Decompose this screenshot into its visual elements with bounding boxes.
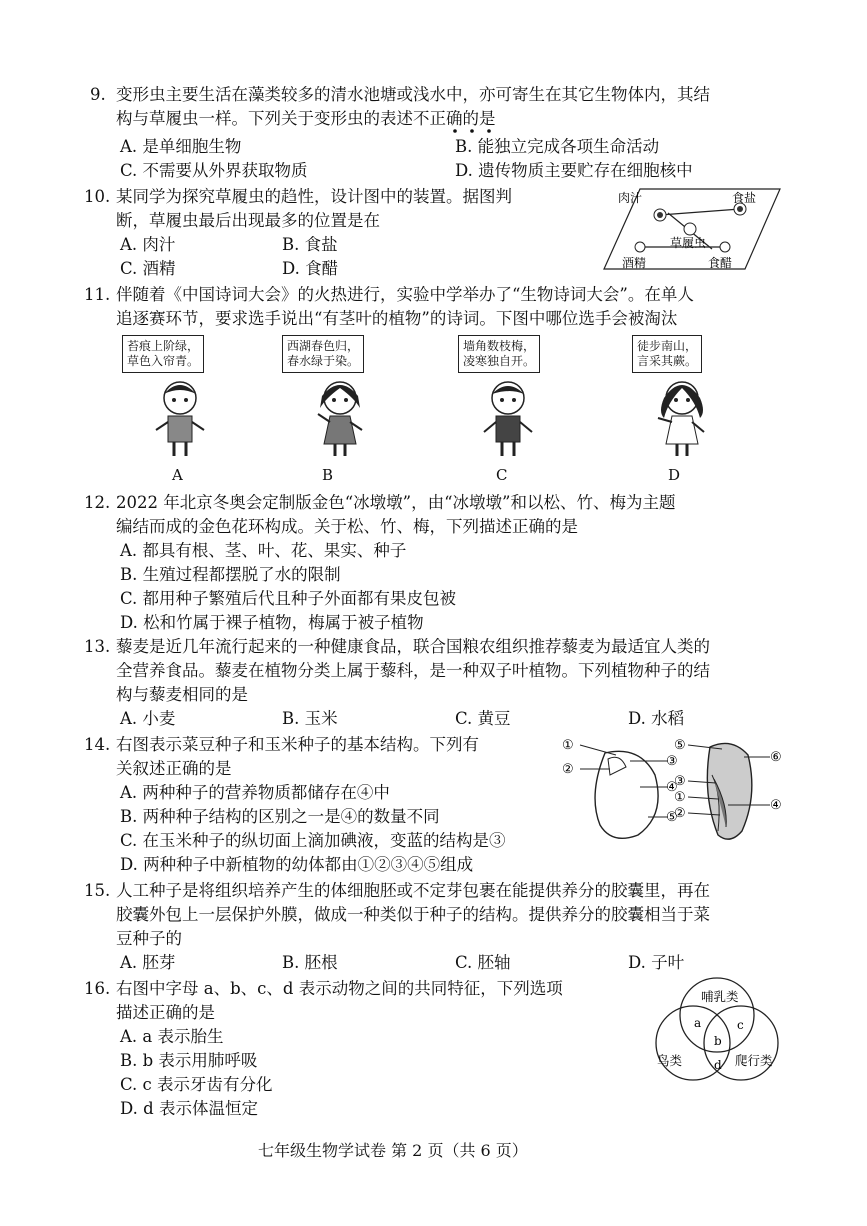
poem-bubble-c: 墙角数枝梅， 凌寒独自开。 [458, 335, 540, 373]
question-text: 描述正确的是 [116, 1003, 215, 1022]
student-figure-b [310, 378, 370, 458]
label-alcohol: 酒精 [622, 256, 647, 270]
corn-seed-diagram [672, 735, 787, 850]
poem-bubble-b: 西湖春色归， 春水绿于染。 [282, 335, 364, 373]
choice-letter-d: D [668, 466, 681, 484]
option-b: B. 能独立完成各项生命活动 [455, 137, 660, 156]
question-number: 16. [84, 979, 111, 998]
label-vinegar: 食醋 [708, 256, 733, 270]
student-figure-d [652, 378, 712, 458]
question-number: 9. [90, 85, 106, 104]
label-reptiles: 爬行类 [735, 1053, 773, 1068]
emphasis-dots [450, 128, 500, 134]
poem-bubble-d: 徒步南山， 言采其蕨。 [632, 335, 702, 373]
option-a: A. 肉汁 [120, 235, 176, 254]
label-1: ① [562, 738, 574, 753]
question-text: 构与藜麦相同的是 [116, 685, 248, 704]
option-b: B. 生殖过程都摆脱了水的限制 [120, 565, 341, 584]
option-c: C. 都用种子繁殖后代且种子外面都有果皮包被 [120, 589, 457, 608]
question-text: 右图中字母 a、b、c、d 表示动物之间的共同特征，下列选项 [116, 979, 563, 998]
question-number: 11. [84, 285, 111, 304]
page-footer: 七年级生物学试卷 第 2 页（共 6 页） [258, 1141, 528, 1160]
choice-letter-b: B [322, 466, 334, 484]
option-a: A. 都具有根、茎、叶、花、果实、种子 [120, 541, 407, 560]
student-figure-a [150, 378, 210, 458]
question-text: 全营养食品。藜麦在植物分类上属于藜科，是一种双子叶植物。下列植物种子的结 [116, 661, 710, 680]
choice-letter-c: C [496, 466, 508, 484]
label-paramecium: 草履虫 [670, 236, 707, 250]
label-2: ② [674, 806, 686, 821]
label-3: ③ [674, 774, 686, 789]
label-salt: 食盐 [732, 191, 757, 205]
option-c: C. 在玉米种子的纵切面上滴加碘液，变蓝的结构是③ [120, 831, 506, 850]
label-birds: 鸟类 [657, 1053, 683, 1068]
option-d: D. 两种种子中新植物的幼体都由①②③④⑤组成 [120, 855, 474, 874]
student-figure-c [478, 378, 538, 458]
question-text: 追逐赛环节，要求选手说出“有茎叶的植物”的诗词。下图中哪位选手会被淘汰 [116, 309, 678, 328]
option-b: B. 食盐 [282, 235, 338, 254]
question-number: 15. [84, 881, 111, 900]
label-3: ③ [666, 754, 678, 769]
choice-letter-a: A [172, 466, 183, 484]
label-1: ① [674, 790, 686, 805]
label-meat-juice: 肉汁 [618, 191, 643, 205]
label-4: ④ [770, 798, 782, 813]
question-number: 13. [84, 637, 111, 656]
option-d: D. 水稻 [628, 709, 685, 728]
option-a: A. a 表示胎生 [120, 1027, 224, 1046]
question-text: 胶囊外包上一层保护外膜，做成一种类似于种子的结构。提供养分的胶囊相当于菜 [116, 905, 710, 924]
bean-seed-diagram [560, 735, 680, 845]
label-c: c [737, 1018, 744, 1032]
option-c: C. 酒精 [120, 259, 176, 278]
option-d: D. 松和竹属于裸子植物，梅属于被子植物 [120, 613, 424, 632]
question-text: 2022 年北京冬奥会定制版金色“冰墩墩”，由“冰墩墩”和以松、竹、梅为主题 [116, 493, 676, 512]
question-text: 编结而成的金色花环构成。关于松、竹、梅，下列描述正确的是 [116, 517, 578, 536]
option-b: B. b 表示用肺呼吸 [120, 1051, 258, 1070]
question-text: 豆种子的 [116, 929, 182, 948]
label-b: b [714, 1034, 722, 1048]
option-b: B. 两种种子结构的区别之一是④的数量不同 [120, 807, 440, 826]
question-text: 断，草履虫最后出现最多的位置是在 [116, 211, 380, 230]
option-c: C. 胚轴 [455, 953, 511, 972]
label-5: ⑤ [674, 738, 686, 753]
question-text: 某同学为探究草履虫的趋性，设计图中的装置。据图判 [116, 187, 512, 206]
question-text: 伴随着《中国诗词大会》的火热进行，实验中学举办了“生物诗词大会”。在单人 [116, 285, 694, 304]
option-b: B. 胚根 [282, 953, 338, 972]
option-c: C. 黄豆 [455, 709, 511, 728]
option-c: C. 不需要从外界获取物质 [120, 161, 308, 180]
poem-bubble-a: 苔痕上阶绿， 草色入帘青。 [122, 335, 204, 373]
question-number: 14. [84, 735, 111, 754]
label-6: ⑥ [770, 750, 782, 765]
label-5: ⑤ [666, 810, 678, 825]
paramecium-apparatus-figure [600, 185, 785, 275]
option-c: C. c 表示牙齿有分化 [120, 1075, 273, 1094]
question-text: 藜麦是近几年流行起来的一种健康食品，联合国粮农组织推荐藜麦为最适宜人类的 [116, 637, 710, 656]
label-a: a [694, 1016, 702, 1030]
label-4: ④ [666, 780, 678, 795]
question-number: 12. [84, 493, 111, 512]
label-d: d [714, 1058, 722, 1072]
question-number: 10. [84, 187, 111, 206]
option-a: A. 两种种子的营养物质都储存在④中 [120, 783, 390, 802]
label-2: ② [562, 762, 574, 777]
option-a: A. 胚芽 [120, 953, 176, 972]
option-d: D. 遗传物质主要贮存在细胞核中 [455, 161, 693, 180]
option-d: D. d 表示体温恒定 [120, 1099, 258, 1118]
label-mammals: 哺乳类 [701, 989, 739, 1004]
option-d: D. 食醋 [282, 259, 339, 278]
question-text: 关叙述正确的是 [116, 759, 232, 778]
venn-diagram [645, 975, 785, 1087]
option-a: A. 小麦 [120, 709, 176, 728]
option-d: D. 子叶 [628, 953, 685, 972]
question-text: 人工种子是将组织培养产生的体细胞胚或不定芽包裹在能提供养分的胶囊里，再在 [116, 881, 710, 900]
option-a: A. 是单细胞生物 [120, 137, 242, 156]
question-text: 右图表示菜豆种子和玉米种子的基本结构。下列有 [116, 735, 479, 754]
option-b: B. 玉米 [282, 709, 338, 728]
question-text: 构与草履虫一样。下列关于变形虫的表述不正确的是 [116, 109, 496, 128]
question-text: 变形虫主要生活在藻类较多的清水池塘或浅水中，亦可寄生在其它生物体内，其结 [116, 85, 710, 104]
